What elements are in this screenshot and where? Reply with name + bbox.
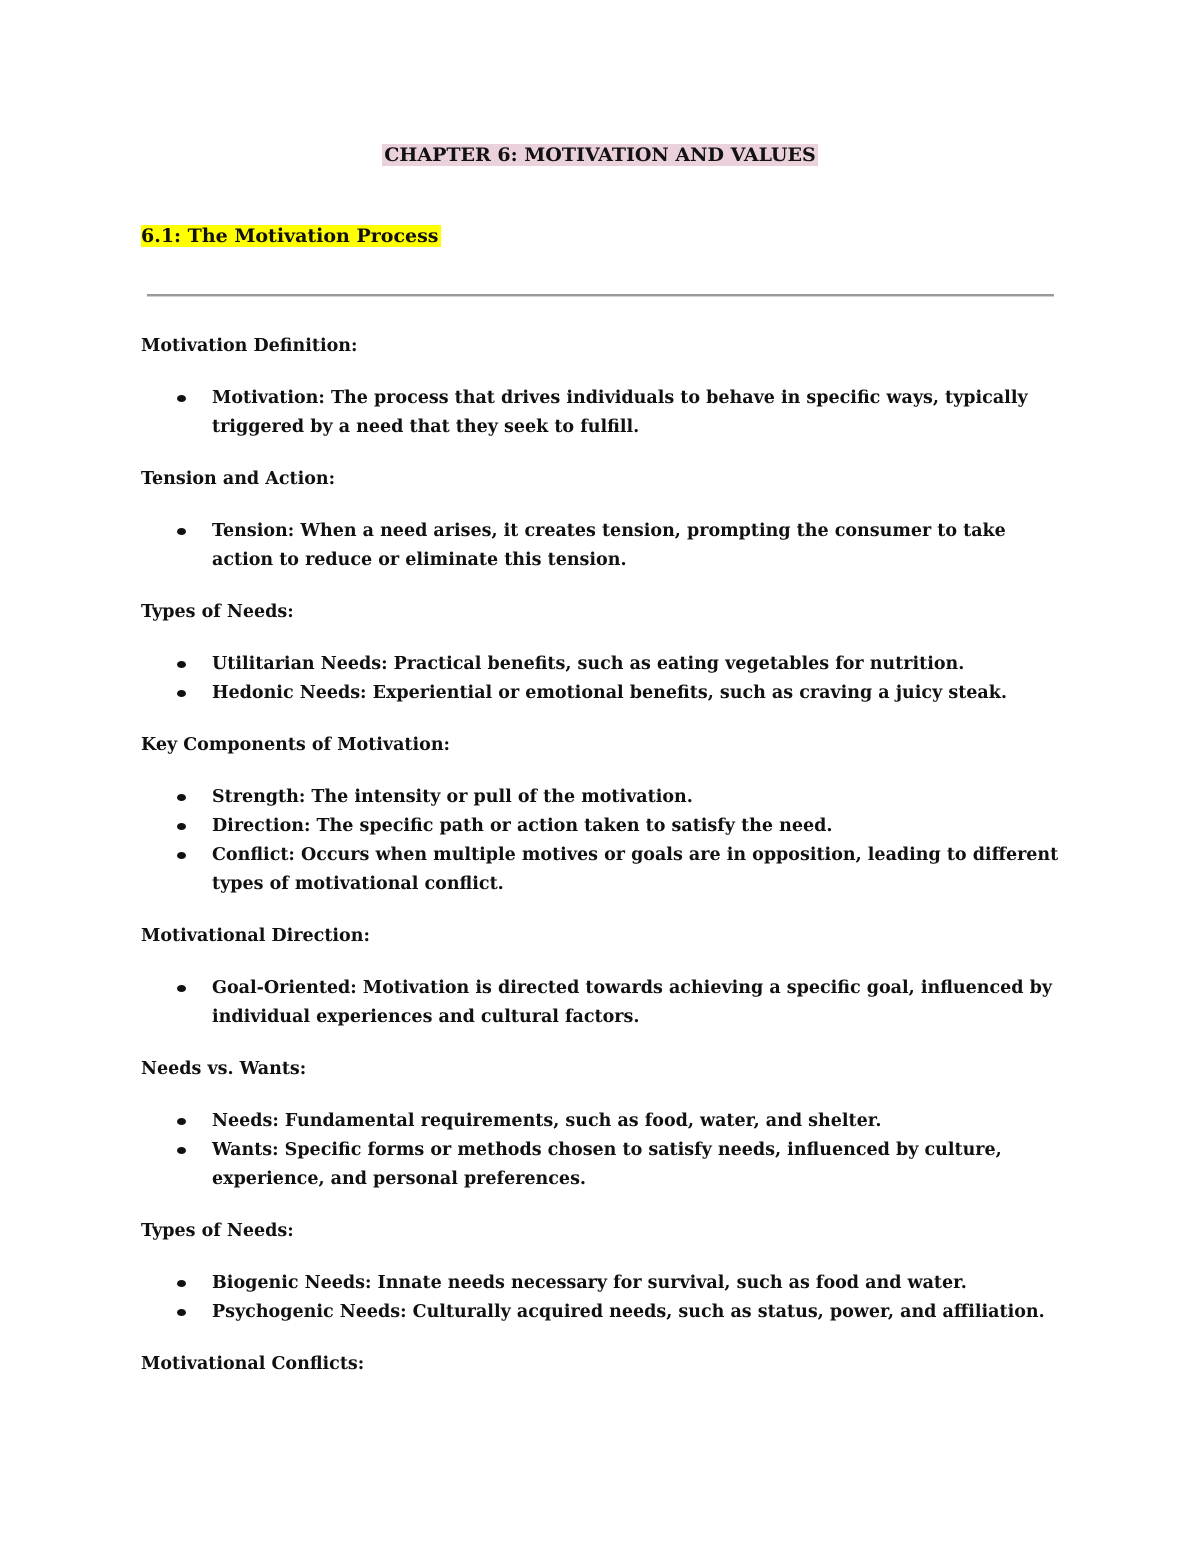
horizontal-rule — [147, 294, 1054, 297]
subsection-heading: Needs vs. Wants: — [141, 1059, 307, 1079]
list-item-text: Culturally acquired needs, such as status, power, and affiliation. — [406, 1302, 1045, 1322]
bullet-icon — [177, 985, 186, 992]
bullet-list — [141, 650, 1066, 708]
list-item-term: Tension: — [212, 521, 295, 541]
section-title — [141, 222, 441, 250]
list-item-term: Conflict: — [212, 845, 295, 865]
list-item-term: Biogenic Needs: — [212, 1273, 372, 1293]
list-item — [141, 1298, 1066, 1327]
list-item-text: Experiential or emotional benefits, such as craving a juicy steak. — [366, 683, 1007, 703]
bullet-icon — [177, 1118, 186, 1125]
list-item-term: Hedonic Needs: — [212, 683, 367, 703]
chapter-title — [0, 141, 1200, 169]
list-item-term: Utilitarian Needs: — [212, 654, 388, 674]
list-item-term: Motivation: — [212, 388, 325, 408]
list-item-term: Strength: — [212, 787, 306, 807]
notes-content — [141, 332, 1066, 1402]
subsection-heading: Tension and Action: — [141, 469, 336, 489]
list-item — [141, 783, 1066, 812]
list-item-text: Practical benefits, such as eating vegetables for nutrition. — [387, 654, 965, 674]
subsection-heading: Motivational Direction: — [141, 926, 370, 946]
list-item — [141, 1136, 1066, 1194]
list-item — [141, 1107, 1066, 1136]
subsection-heading: Types of Needs: — [141, 1221, 294, 1241]
list-item — [141, 974, 1066, 1032]
list-item-term: Psychogenic Needs: — [212, 1302, 407, 1322]
list-item-text: Innate needs necessary for survival, such as food and water. — [371, 1273, 967, 1293]
bullet-icon — [177, 1309, 186, 1316]
bullet-icon — [177, 1280, 186, 1287]
bullet-icon — [177, 661, 186, 668]
list-item — [141, 841, 1066, 899]
list-item — [141, 812, 1066, 841]
bullet-icon — [177, 690, 186, 697]
subsection-heading: Key Components of Motivation: — [141, 735, 451, 755]
bullet-list — [141, 384, 1066, 442]
bullet-list — [141, 974, 1066, 1032]
bullet-icon — [177, 794, 186, 801]
bullet-list — [141, 1269, 1066, 1327]
list-item-text: Occurs when multiple motives or goals are in opposition, leading to different types of motivational conflict. — [212, 845, 1059, 894]
list-item — [141, 517, 1066, 575]
list-item — [141, 384, 1066, 442]
list-item-text: Specific forms or methods chosen to satisfy needs, influenced by culture, experience, and personal preferences. — [212, 1140, 1002, 1189]
bullet-list — [141, 1107, 1066, 1194]
section-title-text: 6.1: The Motivation Process — [141, 225, 439, 247]
list-item — [141, 650, 1066, 679]
list-item-term: Direction: — [212, 816, 311, 836]
list-item — [141, 679, 1066, 708]
bullet-icon — [177, 1147, 186, 1154]
list-item-text: The specific path or action taken to satisfy the need. — [310, 816, 833, 836]
list-item-term: Goal-Oriented: — [212, 978, 357, 998]
subsection-heading: Motivational Conflicts: — [141, 1354, 365, 1374]
subsection-heading: Types of Needs: — [141, 602, 294, 622]
list-item — [141, 1269, 1066, 1298]
bullet-list — [141, 783, 1066, 899]
subsection-heading: Motivation Definition: — [141, 336, 358, 356]
list-item-text: When a need arises, it creates tension, prompting the consumer to take action to reduce or eliminate this tension. — [212, 521, 1006, 570]
bullet-icon — [177, 528, 186, 535]
list-item-text: Fundamental requirements, such as food, water, and shelter. — [278, 1111, 882, 1131]
list-item-term: Needs: — [212, 1111, 279, 1131]
chapter-title-text: CHAPTER 6: MOTIVATION AND VALUES — [384, 144, 816, 166]
bullet-icon — [177, 852, 186, 859]
list-item-term: Wants: — [212, 1140, 279, 1160]
bullet-list — [141, 517, 1066, 575]
bullet-icon — [177, 395, 186, 402]
list-item-text: The process that drives individuals to behave in specific ways, typically triggered by a need that they seek to fulfill. — [212, 388, 1028, 437]
list-item-text: Motivation is directed towards achieving a specific goal, influenced by individual experiences and cultural factors. — [212, 978, 1053, 1027]
bullet-icon — [177, 823, 186, 830]
list-item-text: The intensity or pull of the motivation. — [305, 787, 693, 807]
